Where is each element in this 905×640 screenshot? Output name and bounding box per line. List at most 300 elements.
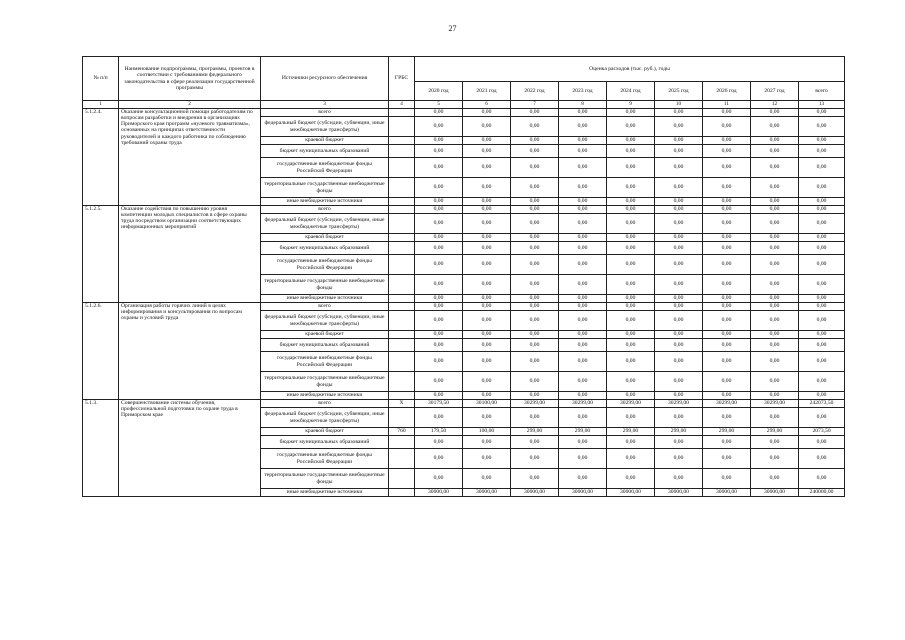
- value-cell: 0,00: [511, 242, 559, 255]
- grbs-cell: 760: [389, 428, 415, 436]
- value-cell: 0,00: [799, 352, 845, 372]
- value-cell: 0,00: [655, 145, 703, 158]
- header-estimate: Оценка расходов (тыс. руб.), годы: [415, 57, 845, 82]
- value-cell: 0,00: [751, 214, 799, 234]
- value-cell: 0,00: [511, 145, 559, 158]
- value-cell: 0,00: [655, 469, 703, 489]
- grbs-cell: [389, 145, 415, 158]
- value-cell: 0,00: [751, 372, 799, 392]
- value-cell: 0,00: [415, 214, 463, 234]
- value-cell: 0,00: [799, 158, 845, 178]
- source-label: федеральный бюджет (субсидии, субвенции, иные межбюджетные трансферты): [261, 311, 389, 331]
- value-cell: 0,00: [511, 339, 559, 352]
- value-cell: 0,00: [655, 303, 703, 311]
- value-cell: 30000,00: [415, 489, 463, 497]
- value-cell: 0,00: [799, 234, 845, 242]
- value-cell: 0,00: [511, 331, 559, 339]
- header-grbs: ГРБС: [389, 57, 415, 101]
- value-cell: 30299,00: [655, 400, 703, 408]
- value-cell: 0,00: [559, 469, 607, 489]
- value-cell: 0,00: [463, 158, 511, 178]
- item-name: Оказание консультационной помощи работодателям по вопросам разработки и внедрения в организациях Приморского края программ «нулевого травматизма», основанных на принципах ответственности руководителей и каждого работника по соблюдению требований охраны труда: [119, 109, 261, 206]
- grbs-cell: [389, 117, 415, 137]
- value-cell: 0,00: [607, 109, 655, 117]
- value-cell: 0,00: [703, 117, 751, 137]
- table-row: [83, 109, 845, 117]
- value-cell: 0,00: [799, 392, 845, 400]
- grbs-cell: [389, 352, 415, 372]
- value-cell: 0,00: [511, 137, 559, 145]
- value-cell: 0,00: [799, 331, 845, 339]
- value-cell: 0,00: [463, 242, 511, 255]
- value-cell: 0,00: [799, 117, 845, 137]
- value-cell: 0,00: [703, 158, 751, 178]
- value-cell: 0,00: [703, 214, 751, 234]
- item-code: 5.1.2.6.: [83, 303, 119, 400]
- value-cell: 0,00: [559, 137, 607, 145]
- value-cell: 0,00: [703, 198, 751, 206]
- value-cell: 30299,00: [703, 400, 751, 408]
- grbs-cell: [389, 436, 415, 449]
- page-number: 27: [448, 24, 457, 33]
- header-index: 3: [261, 101, 389, 109]
- value-cell: 0,00: [559, 303, 607, 311]
- value-cell: 0,00: [511, 372, 559, 392]
- grbs-cell: [389, 158, 415, 178]
- source-label: территориальные государственные внебюджетные фонды: [261, 372, 389, 392]
- value-cell: 0,00: [799, 242, 845, 255]
- value-cell: 0,00: [655, 234, 703, 242]
- value-cell: 0,00: [607, 311, 655, 331]
- value-cell: 0,00: [799, 145, 845, 158]
- value-cell: 0,00: [751, 198, 799, 206]
- value-cell: 0,00: [607, 339, 655, 352]
- value-cell: 0,00: [751, 158, 799, 178]
- value-cell: 0,00: [415, 303, 463, 311]
- grbs-cell: [389, 178, 415, 198]
- value-cell: 0,00: [703, 392, 751, 400]
- value-cell: 0,00: [559, 392, 607, 400]
- value-cell: 0,00: [415, 392, 463, 400]
- value-cell: 0,00: [559, 158, 607, 178]
- value-cell: 0,00: [703, 234, 751, 242]
- value-cell: 0,00: [463, 352, 511, 372]
- source-label: краевой бюджет: [261, 137, 389, 145]
- value-cell: 0,00: [415, 198, 463, 206]
- value-cell: 0,00: [703, 331, 751, 339]
- value-cell: 30000,00: [703, 489, 751, 497]
- value-cell: 0,00: [559, 109, 607, 117]
- grbs-cell: [389, 331, 415, 339]
- header-num: № п/п: [83, 57, 119, 101]
- header-index: 10: [655, 101, 703, 109]
- header-index: 6: [463, 101, 511, 109]
- source-label: всего: [261, 400, 389, 408]
- value-cell: 0,00: [751, 178, 799, 198]
- value-cell: 0,00: [607, 436, 655, 449]
- value-cell: 0,00: [559, 408, 607, 428]
- header-index: 11: [703, 101, 751, 109]
- value-cell: 0,00: [559, 255, 607, 275]
- value-cell: 0,00: [655, 117, 703, 137]
- value-cell: 0,00: [655, 255, 703, 275]
- value-cell: 0,00: [703, 109, 751, 117]
- source-label: территориальные государственные внебюджетные фонды: [261, 275, 389, 295]
- value-cell: 0,00: [463, 275, 511, 295]
- source-label: иные внебюджетные источники: [261, 489, 389, 497]
- value-cell: 30299,00: [607, 400, 655, 408]
- value-cell: 299,00: [559, 428, 607, 436]
- value-cell: 0,00: [703, 178, 751, 198]
- value-cell: 0,00: [559, 145, 607, 158]
- value-cell: 0,00: [511, 206, 559, 214]
- value-cell: 0,00: [751, 331, 799, 339]
- value-cell: 0,00: [799, 198, 845, 206]
- source-label: краевой бюджет: [261, 234, 389, 242]
- source-label: краевой бюджет: [261, 331, 389, 339]
- value-cell: 0,00: [655, 372, 703, 392]
- value-cell: 0,00: [415, 339, 463, 352]
- grbs-cell: [389, 234, 415, 242]
- value-cell: 0,00: [559, 339, 607, 352]
- value-cell: 0,00: [559, 295, 607, 303]
- value-cell: 30000,00: [463, 489, 511, 497]
- value-cell: 240000,00: [799, 489, 845, 497]
- value-cell: 0,00: [559, 331, 607, 339]
- grbs-cell: [389, 303, 415, 311]
- header-year: 2024 год: [607, 82, 655, 101]
- value-cell: 0,00: [415, 469, 463, 489]
- header-year: 2022 год: [511, 82, 559, 101]
- value-cell: 0,00: [607, 408, 655, 428]
- value-cell: 0,00: [751, 234, 799, 242]
- value-cell: 0,00: [559, 206, 607, 214]
- item-code: 5.1.2.4.: [83, 109, 119, 206]
- value-cell: 0,00: [703, 339, 751, 352]
- grbs-cell: [389, 255, 415, 275]
- value-cell: 30299,00: [751, 400, 799, 408]
- header-index: 2: [119, 101, 261, 109]
- value-cell: 0,00: [415, 206, 463, 214]
- value-cell: 0,00: [607, 145, 655, 158]
- value-cell: 299,00: [511, 428, 559, 436]
- header-source: Источники ресурсного обеспечения: [261, 57, 389, 101]
- source-label: бюджет муниципальных образований: [261, 242, 389, 255]
- grbs-cell: [389, 469, 415, 489]
- value-cell: 2073,50: [799, 428, 845, 436]
- source-label: государственные внебюджетные фонды Российской Федерации: [261, 255, 389, 275]
- value-cell: 0,00: [559, 449, 607, 469]
- header-index: 9: [607, 101, 655, 109]
- header-year: 2027 год: [751, 82, 799, 101]
- header-index: 8: [559, 101, 607, 109]
- value-cell: 0,00: [415, 234, 463, 242]
- value-cell: 0,00: [607, 372, 655, 392]
- header-index: 12: [751, 101, 799, 109]
- value-cell: 0,00: [655, 331, 703, 339]
- value-cell: 0,00: [415, 449, 463, 469]
- grbs-cell: [389, 311, 415, 331]
- value-cell: 0,00: [463, 198, 511, 206]
- value-cell: 0,00: [559, 352, 607, 372]
- value-cell: 0,00: [607, 178, 655, 198]
- value-cell: 0,00: [799, 372, 845, 392]
- value-cell: 30100,00: [463, 400, 511, 408]
- source-label: государственные внебюджетные фонды Российской Федерации: [261, 449, 389, 469]
- value-cell: 100,00: [463, 428, 511, 436]
- value-cell: 0,00: [415, 145, 463, 158]
- value-cell: 0,00: [607, 242, 655, 255]
- value-cell: 0,00: [607, 206, 655, 214]
- value-cell: 0,00: [511, 255, 559, 275]
- grbs-cell: [389, 275, 415, 295]
- value-cell: 0,00: [607, 352, 655, 372]
- value-cell: 0,00: [607, 275, 655, 295]
- header-index: 5: [415, 101, 463, 109]
- value-cell: 0,00: [751, 242, 799, 255]
- value-cell: 0,00: [511, 198, 559, 206]
- value-cell: 30000,00: [751, 489, 799, 497]
- value-cell: 0,00: [607, 469, 655, 489]
- value-cell: 0,00: [463, 117, 511, 137]
- value-cell: 299,00: [703, 428, 751, 436]
- value-cell: 0,00: [511, 469, 559, 489]
- value-cell: 0,00: [703, 311, 751, 331]
- value-cell: 0,00: [751, 109, 799, 117]
- value-cell: 0,00: [751, 469, 799, 489]
- value-cell: 0,00: [607, 234, 655, 242]
- value-cell: 0,00: [799, 469, 845, 489]
- value-cell: 0,00: [559, 275, 607, 295]
- value-cell: 0,00: [607, 255, 655, 275]
- value-cell: 0,00: [511, 234, 559, 242]
- value-cell: 0,00: [463, 214, 511, 234]
- value-cell: 0,00: [511, 117, 559, 137]
- value-cell: 0,00: [511, 214, 559, 234]
- value-cell: 0,00: [655, 214, 703, 234]
- table-body: [83, 109, 845, 497]
- value-cell: 0,00: [511, 295, 559, 303]
- value-cell: 0,00: [799, 255, 845, 275]
- header-year: 2023 год: [559, 82, 607, 101]
- value-cell: 0,00: [655, 178, 703, 198]
- table-row: [83, 303, 845, 311]
- value-cell: 0,00: [415, 311, 463, 331]
- value-cell: 0,00: [463, 339, 511, 352]
- value-cell: 0,00: [511, 311, 559, 331]
- value-cell: 0,00: [415, 109, 463, 117]
- value-cell: 0,00: [415, 158, 463, 178]
- value-cell: 0,00: [703, 145, 751, 158]
- value-cell: 0,00: [415, 372, 463, 392]
- value-cell: 0,00: [799, 214, 845, 234]
- value-cell: 0,00: [751, 352, 799, 372]
- source-label: всего: [261, 206, 389, 214]
- table-header: [83, 57, 845, 109]
- value-cell: 0,00: [703, 449, 751, 469]
- value-cell: 0,00: [655, 275, 703, 295]
- table-row: [83, 400, 845, 408]
- value-cell: 0,00: [415, 352, 463, 372]
- value-cell: 0,00: [655, 158, 703, 178]
- value-cell: 0,00: [511, 408, 559, 428]
- value-cell: 0,00: [751, 339, 799, 352]
- source-label: иные внебюджетные источники: [261, 198, 389, 206]
- source-label: всего: [261, 303, 389, 311]
- header-year: 2020 год: [415, 82, 463, 101]
- header-name: Наименование подпрограммы, программы, проектов в соответствии с требованиями федерального законодательства в сфере реализации государственной программы: [119, 57, 261, 101]
- value-cell: 0,00: [703, 352, 751, 372]
- value-cell: 0,00: [607, 331, 655, 339]
- value-cell: 30000,00: [607, 489, 655, 497]
- source-label: государственные внебюджетные фонды Российской Федерации: [261, 158, 389, 178]
- value-cell: 0,00: [751, 145, 799, 158]
- header-index: 1: [83, 101, 119, 109]
- value-cell: 0,00: [751, 206, 799, 214]
- value-cell: 0,00: [463, 311, 511, 331]
- value-cell: 0,00: [415, 295, 463, 303]
- value-cell: 0,00: [703, 137, 751, 145]
- source-label: федеральный бюджет (субсидии, субвенции, иные межбюджетные трансферты): [261, 117, 389, 137]
- value-cell: 0,00: [559, 214, 607, 234]
- value-cell: 0,00: [463, 109, 511, 117]
- value-cell: 0,00: [415, 242, 463, 255]
- source-label: бюджет муниципальных образований: [261, 436, 389, 449]
- grbs-cell: [389, 109, 415, 117]
- source-label: краевой бюджет: [261, 428, 389, 436]
- value-cell: 0,00: [799, 408, 845, 428]
- grbs-cell: [389, 408, 415, 428]
- value-cell: 0,00: [703, 469, 751, 489]
- grbs-cell: [389, 242, 415, 255]
- value-cell: 0,00: [463, 206, 511, 214]
- source-label: иные внебюджетные источники: [261, 295, 389, 303]
- item-code: 5.1.3.: [83, 400, 119, 497]
- header-index: 7: [511, 101, 559, 109]
- value-cell: 0,00: [559, 436, 607, 449]
- value-cell: 0,00: [463, 255, 511, 275]
- value-cell: 0,00: [511, 303, 559, 311]
- value-cell: 0,00: [703, 206, 751, 214]
- value-cell: 0,00: [799, 449, 845, 469]
- value-cell: 0,00: [751, 392, 799, 400]
- value-cell: 0,00: [655, 339, 703, 352]
- value-cell: 0,00: [463, 372, 511, 392]
- value-cell: 0,00: [415, 137, 463, 145]
- value-cell: 0,00: [607, 295, 655, 303]
- value-cell: 0,00: [703, 436, 751, 449]
- value-cell: 0,00: [799, 178, 845, 198]
- value-cell: 0,00: [751, 255, 799, 275]
- value-cell: 0,00: [463, 295, 511, 303]
- grbs-cell: [389, 372, 415, 392]
- value-cell: 0,00: [607, 137, 655, 145]
- value-cell: 0,00: [799, 339, 845, 352]
- item-name: Организация работы горячих линий в целях информирования и консультирования по вопросам охраны и условий труда: [119, 303, 261, 400]
- value-cell: 0,00: [415, 408, 463, 428]
- grbs-cell: [389, 198, 415, 206]
- value-cell: 0,00: [415, 117, 463, 137]
- value-cell: 0,00: [415, 275, 463, 295]
- value-cell: 0,00: [559, 198, 607, 206]
- value-cell: 0,00: [703, 303, 751, 311]
- value-cell: 0,00: [751, 436, 799, 449]
- value-cell: 0,00: [799, 303, 845, 311]
- value-cell: 0,00: [655, 408, 703, 428]
- value-cell: 0,00: [751, 303, 799, 311]
- value-cell: 0,00: [655, 206, 703, 214]
- value-cell: 0,00: [799, 436, 845, 449]
- grbs-cell: [389, 206, 415, 214]
- value-cell: 0,00: [607, 198, 655, 206]
- value-cell: 0,00: [703, 372, 751, 392]
- header-year: 2026 год: [703, 82, 751, 101]
- value-cell: 0,00: [463, 392, 511, 400]
- value-cell: 0,00: [799, 275, 845, 295]
- source-label: всего: [261, 109, 389, 117]
- item-code: 5.1.2.5.: [83, 206, 119, 303]
- value-cell: 179,50: [415, 428, 463, 436]
- value-cell: 0,00: [751, 137, 799, 145]
- value-cell: 0,00: [511, 109, 559, 117]
- value-cell: 0,00: [559, 234, 607, 242]
- item-name: Оказание содействия по повышению уровня компетенции молодых специалистов в сфере охраны труда посредством организации соответствующих информационных мероприятий: [119, 206, 261, 303]
- header-index: 4: [389, 101, 415, 109]
- value-cell: 0,00: [511, 352, 559, 372]
- header-year: 2021 год: [463, 82, 511, 101]
- grbs-cell: [389, 449, 415, 469]
- source-label: федеральный бюджет (субсидии, субвенции, иные межбюджетные трансферты): [261, 214, 389, 234]
- value-cell: 0,00: [799, 137, 845, 145]
- value-cell: 0,00: [751, 449, 799, 469]
- value-cell: 0,00: [463, 469, 511, 489]
- value-cell: 0,00: [751, 408, 799, 428]
- value-cell: 0,00: [655, 311, 703, 331]
- value-cell: 0,00: [703, 408, 751, 428]
- header-year: 2025 год: [655, 82, 703, 101]
- grbs-cell: [389, 489, 415, 497]
- source-label: бюджет муниципальных образований: [261, 145, 389, 158]
- value-cell: 30179,50: [415, 400, 463, 408]
- value-cell: 0,00: [655, 436, 703, 449]
- value-cell: 0,00: [655, 137, 703, 145]
- header-year: всего: [799, 82, 845, 101]
- value-cell: 0,00: [559, 178, 607, 198]
- value-cell: 0,00: [751, 275, 799, 295]
- value-cell: 30299,00: [559, 400, 607, 408]
- value-cell: 0,00: [511, 392, 559, 400]
- value-cell: 299,00: [751, 428, 799, 436]
- value-cell: 0,00: [655, 242, 703, 255]
- grbs-cell: [389, 392, 415, 400]
- value-cell: 0,00: [415, 178, 463, 198]
- value-cell: 30000,00: [655, 489, 703, 497]
- value-cell: 0,00: [607, 214, 655, 234]
- value-cell: 0,00: [463, 178, 511, 198]
- value-cell: 0,00: [655, 392, 703, 400]
- value-cell: 0,00: [559, 117, 607, 137]
- value-cell: 0,00: [415, 331, 463, 339]
- value-cell: 0,00: [415, 255, 463, 275]
- value-cell: 0,00: [799, 109, 845, 117]
- value-cell: 299,00: [607, 428, 655, 436]
- value-cell: 242073,50: [799, 400, 845, 408]
- value-cell: 0,00: [463, 408, 511, 428]
- value-cell: 0,00: [799, 295, 845, 303]
- item-name: Совершенствование системы обучения, профессиональной подготовки по охране труда в Приморском крае: [119, 400, 261, 497]
- value-cell: 0,00: [799, 206, 845, 214]
- value-cell: 0,00: [751, 311, 799, 331]
